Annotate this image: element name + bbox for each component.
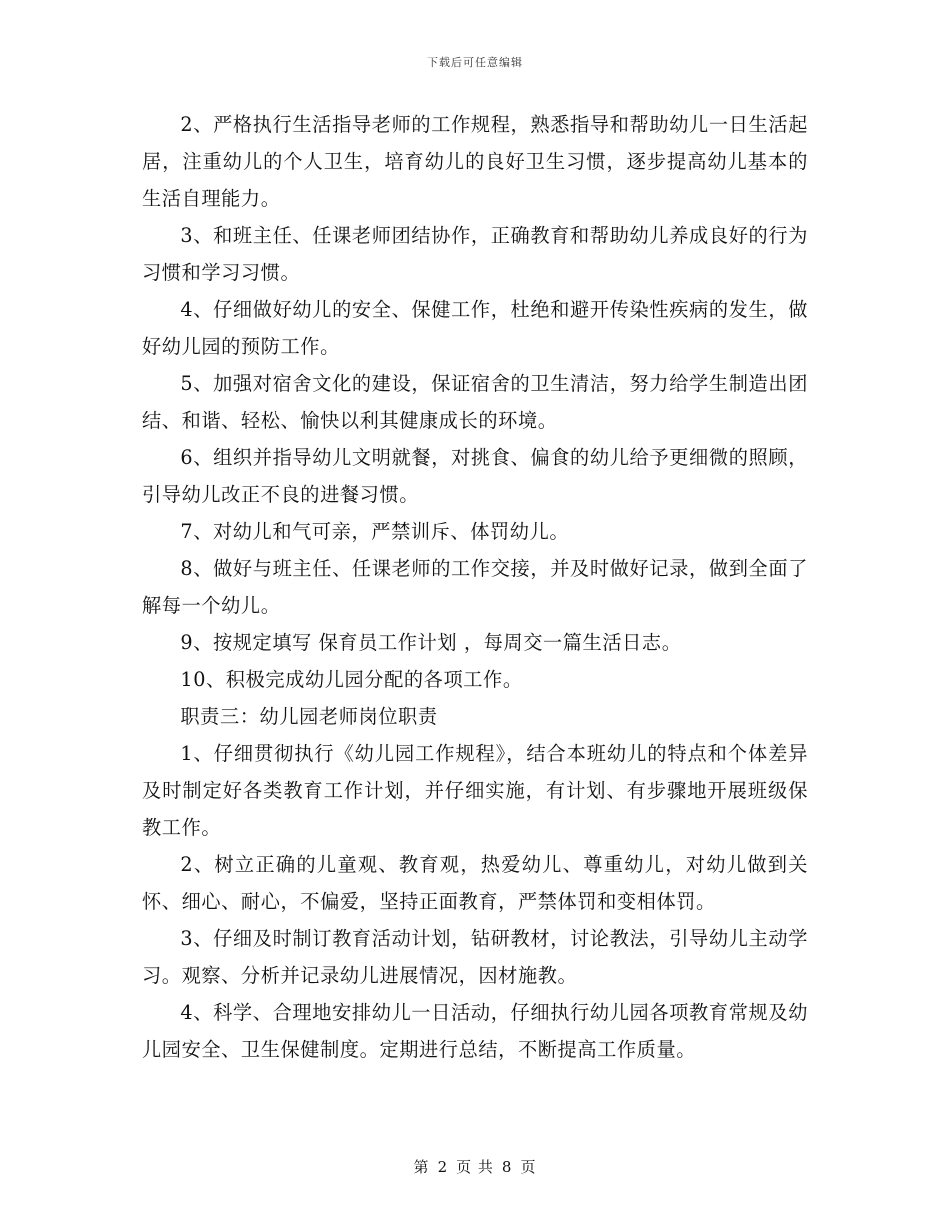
paragraph: 4、科学、合理地安排幼儿一日活动，仔细执行幼儿园各项教育常规及幼儿园安全、卫生保健制度。定期进行总结，不断提高工作质量。 <box>142 1001 808 1061</box>
page-number: 2 <box>437 1158 449 1176</box>
paragraph: 1、仔细贯彻执行《幼儿园工作规程》，结合本班幼儿的特点和个体差异及时制定好各类教育工作计划，并仔细实施，有计划、有步骤地开展班级保教工作。 <box>142 742 808 839</box>
paragraph: 9、按规定填写 保育员工作计划 ，每周交一篇生活日志。 <box>180 631 682 654</box>
section-heading: 职责三：幼儿园老师岗位职责 <box>180 705 438 728</box>
page-footer <box>0 1156 950 1177</box>
document-body <box>142 106 808 1068</box>
footer-prefix: 第 <box>413 1158 430 1176</box>
footer-middle: 页 共 <box>456 1158 494 1176</box>
paragraph: 7、对幼儿和气可亲，严禁训斥、体罚幼儿。 <box>180 520 570 543</box>
paragraph: 2、严格执行生活指导老师的工作规程，熟悉指导和帮助幼儿一日生活起居，注重幼儿的个人卫生，培育幼儿的良好卫生习惯，逐步提高幼儿基本的生活自理能力。 <box>142 113 808 210</box>
paragraph: 3、仔细及时制订教育活动计划，钻研教材，讨论教法，引导幼儿主动学习。观察、分析并记录幼儿进展情况，因材施教。 <box>142 927 808 987</box>
paragraph: 3、和班主任、任课老师团结协作，正确教育和帮助幼儿养成良好的行为习惯和学习习惯。 <box>142 224 808 284</box>
paragraph: 10、积极完成幼儿园分配的各项工作。 <box>180 668 523 691</box>
paragraph: 6、组织并指导幼儿文明就餐，对挑食、偏食的幼儿给予更细微的照顾，引导幼儿改正不良的进餐习惯。 <box>142 446 808 506</box>
paragraph: 5、加强对宿舍文化的建设，保证宿舍的卫生清洁，努力给学生制造出团结、和谐、轻松、愉快以利其健康成长的环境。 <box>142 372 808 432</box>
page-header: 下载后可任意编辑 <box>427 56 523 69</box>
total-pages: 8 <box>501 1158 513 1176</box>
footer-suffix: 页 <box>520 1158 537 1176</box>
paragraph: 2、树立正确的儿童观、教育观，热爱幼儿、尊重幼儿，对幼儿做到关怀、细心、耐心，不偏爱，坚持正面教育，严禁体罚和变相体罚。 <box>142 853 808 913</box>
paragraph: 8、做好与班主任、任课老师的工作交接，并及时做好记录，做到全面了解每一个幼儿。 <box>142 557 808 617</box>
paragraph: 4、仔细做好幼儿的安全、保健工作，杜绝和避开传染性疾病的发生，做好幼儿园的预防工作。 <box>142 298 808 358</box>
